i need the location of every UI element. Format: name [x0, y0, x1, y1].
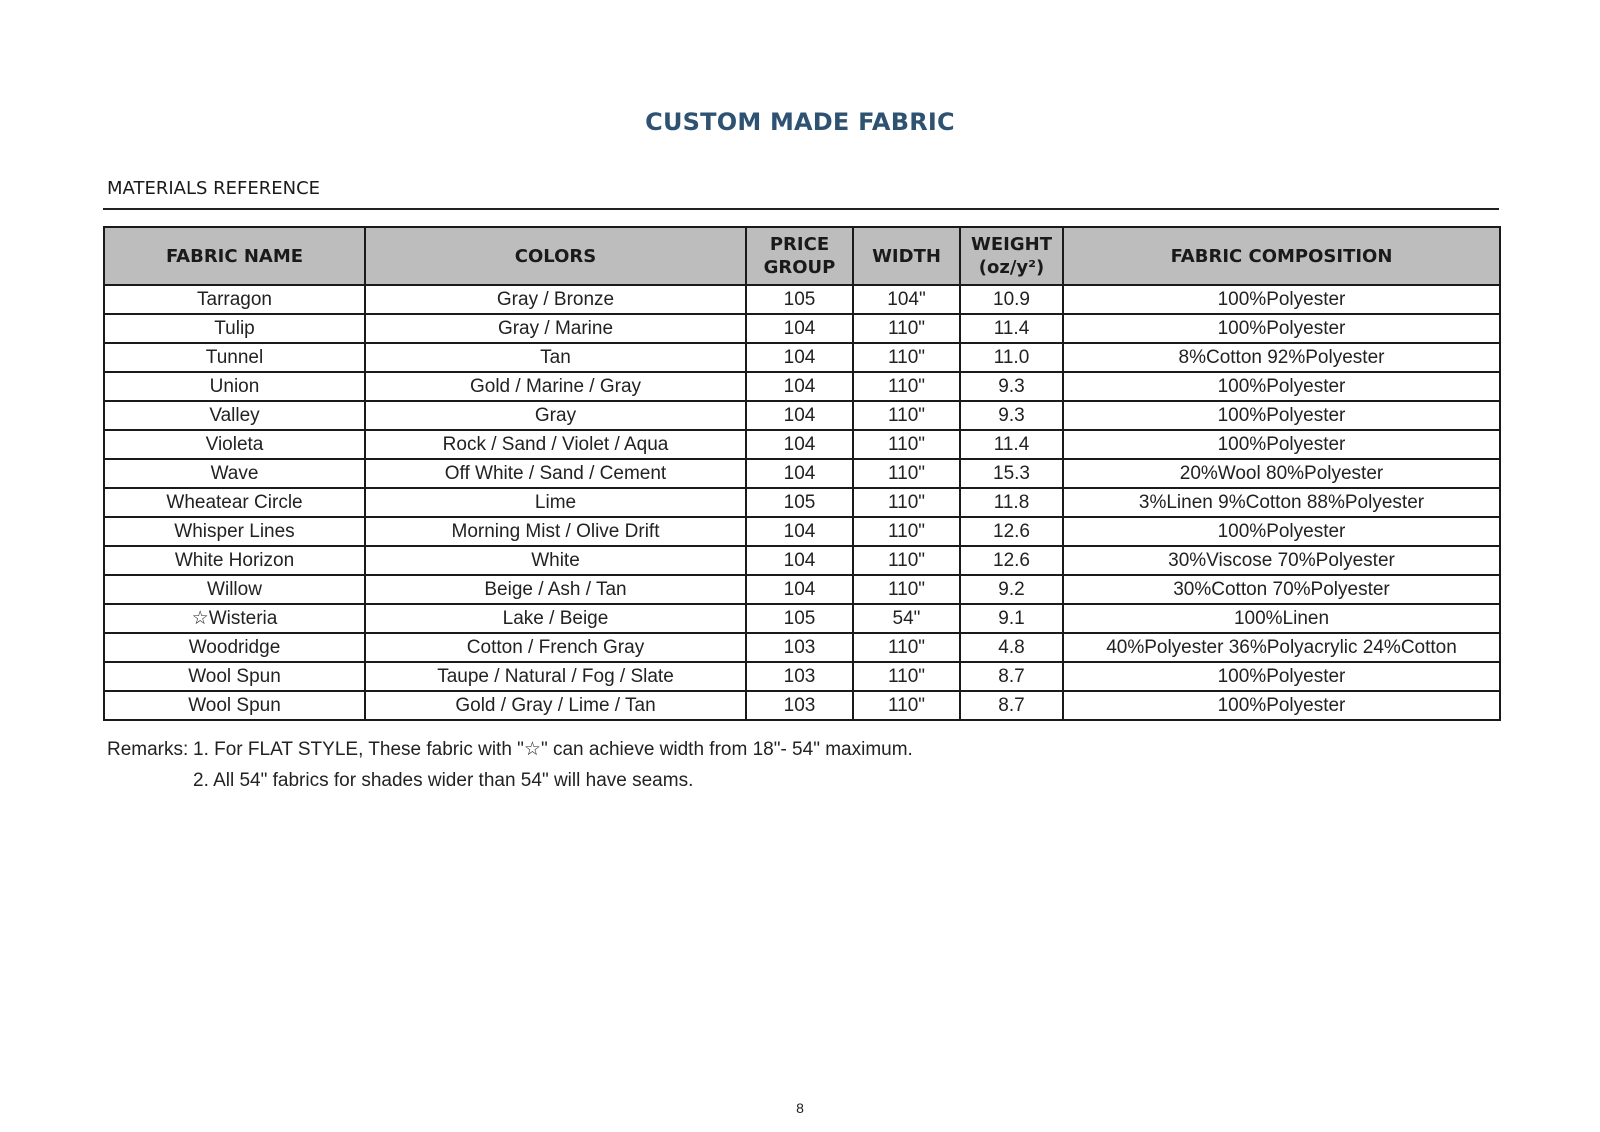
header-fabric-composition: FABRIC COMPOSITION	[1063, 227, 1500, 285]
remark-item-2: 2. All 54" fabrics for shades wider than 54" will have seams.	[193, 770, 694, 791]
page-number: 8	[796, 1100, 804, 1116]
cell-weight: 9.3	[960, 401, 1063, 430]
header-colors: COLORS	[365, 227, 746, 285]
cell-price-group: 104	[746, 314, 853, 343]
cell-fabric-name: Wheatear Circle	[104, 488, 365, 517]
header-weight-line2: (oz/y²)	[978, 257, 1045, 278]
cell-fabric-composition: 100%Linen	[1063, 604, 1500, 633]
table-header-row	[104, 227, 1500, 285]
cell-price-group: 103	[746, 691, 853, 720]
cell-fabric-name: Union	[104, 372, 365, 401]
remarks-label: Remarks:	[107, 739, 189, 760]
header-weight	[960, 227, 1063, 285]
table-row	[104, 633, 1500, 662]
cell-width: 110"	[853, 575, 960, 604]
cell-weight: 8.7	[960, 691, 1063, 720]
cell-weight: 15.3	[960, 459, 1063, 488]
cell-fabric-composition: 100%Polyester	[1063, 517, 1500, 546]
cell-fabric-name: Valley	[104, 401, 365, 430]
cell-colors: Tan	[365, 343, 746, 372]
table-row	[104, 343, 1500, 372]
cell-price-group: 104	[746, 546, 853, 575]
table-row	[104, 314, 1500, 343]
cell-fabric-composition: 30%Cotton 70%Polyester	[1063, 575, 1500, 604]
cell-fabric-name: Wool Spun	[104, 691, 365, 720]
cell-weight: 11.4	[960, 314, 1063, 343]
cell-colors: Lime	[365, 488, 746, 517]
cell-price-group: 105	[746, 604, 853, 633]
cell-width: 110"	[853, 459, 960, 488]
cell-fabric-composition: 100%Polyester	[1063, 372, 1500, 401]
cell-width: 110"	[853, 372, 960, 401]
cell-weight: 11.8	[960, 488, 1063, 517]
cell-fabric-composition: 30%Viscose 70%Polyester	[1063, 546, 1500, 575]
cell-price-group: 104	[746, 459, 853, 488]
cell-fabric-composition: 100%Polyester	[1063, 401, 1500, 430]
table-row	[104, 691, 1500, 720]
cell-width: 110"	[853, 662, 960, 691]
cell-colors: Taupe / Natural / Fog / Slate	[365, 662, 746, 691]
cell-fabric-name: Whisper Lines	[104, 517, 365, 546]
cell-width: 104"	[853, 285, 960, 314]
cell-colors: Gold / Gray / Lime / Tan	[365, 691, 746, 720]
cell-fabric-name: Woodridge	[104, 633, 365, 662]
cell-colors: Lake / Beige	[365, 604, 746, 633]
cell-fabric-name: Wave	[104, 459, 365, 488]
cell-colors: White	[365, 546, 746, 575]
cell-colors: Gray	[365, 401, 746, 430]
remark-item-1: 1. For FLAT STYLE, These fabric with "☆" can achieve width from 18"- 54" maximum.	[193, 739, 913, 760]
cell-colors: Cotton / French Gray	[365, 633, 746, 662]
cell-fabric-composition: 100%Polyester	[1063, 430, 1500, 459]
cell-fabric-name: White Horizon	[104, 546, 365, 575]
header-width: WIDTH	[853, 227, 960, 285]
cell-fabric-composition: 100%Polyester	[1063, 662, 1500, 691]
cell-price-group: 105	[746, 488, 853, 517]
remark-row-1	[107, 734, 913, 765]
table-row	[104, 575, 1500, 604]
cell-colors: Morning Mist / Olive Drift	[365, 517, 746, 546]
cell-fabric-composition: 100%Polyester	[1063, 285, 1500, 314]
cell-width: 110"	[853, 430, 960, 459]
cell-weight: 8.7	[960, 662, 1063, 691]
cell-weight: 11.4	[960, 430, 1063, 459]
cell-weight: 9.1	[960, 604, 1063, 633]
cell-fabric-composition: 100%Polyester	[1063, 314, 1500, 343]
cell-fabric-name: ☆Wisteria	[104, 604, 365, 633]
cell-fabric-composition: 100%Polyester	[1063, 691, 1500, 720]
header-weight-line1: WEIGHT	[971, 234, 1052, 255]
cell-width: 110"	[853, 401, 960, 430]
cell-fabric-name: Tarragon	[104, 285, 365, 314]
cell-weight: 9.3	[960, 372, 1063, 401]
cell-width: 110"	[853, 691, 960, 720]
table-row	[104, 488, 1500, 517]
section-divider	[103, 208, 1499, 210]
cell-fabric-composition: 40%Polyester 36%Polyacrylic 24%Cotton	[1063, 633, 1500, 662]
cell-colors: Off White / Sand / Cement	[365, 459, 746, 488]
cell-weight: 4.8	[960, 633, 1063, 662]
cell-fabric-name: Violeta	[104, 430, 365, 459]
cell-weight: 10.9	[960, 285, 1063, 314]
remarks	[107, 734, 913, 796]
cell-weight: 11.0	[960, 343, 1063, 372]
cell-price-group: 104	[746, 343, 853, 372]
cell-colors: Rock / Sand / Violet / Aqua	[365, 430, 746, 459]
cell-colors: Gold / Marine / Gray	[365, 372, 746, 401]
header-fabric-name: FABRIC NAME	[104, 227, 365, 285]
table-row	[104, 517, 1500, 546]
table-row	[104, 285, 1500, 314]
cell-colors: Gray / Marine	[365, 314, 746, 343]
section-heading: MATERIALS REFERENCE	[107, 178, 321, 199]
cell-fabric-composition: 20%Wool 80%Polyester	[1063, 459, 1500, 488]
table-row	[104, 546, 1500, 575]
cell-fabric-composition: 8%Cotton 92%Polyester	[1063, 343, 1500, 372]
cell-width: 110"	[853, 488, 960, 517]
cell-price-group: 105	[746, 285, 853, 314]
cell-price-group: 104	[746, 517, 853, 546]
table-row	[104, 459, 1500, 488]
cell-width: 110"	[853, 517, 960, 546]
cell-price-group: 104	[746, 372, 853, 401]
cell-width: 54"	[853, 604, 960, 633]
cell-width: 110"	[853, 343, 960, 372]
cell-weight: 12.6	[960, 517, 1063, 546]
table-body	[104, 285, 1500, 720]
cell-price-group: 104	[746, 401, 853, 430]
cell-weight: 12.6	[960, 546, 1063, 575]
header-price-group-line1: PRICE	[769, 234, 830, 255]
header-price-group	[746, 227, 853, 285]
table-row	[104, 662, 1500, 691]
cell-colors: Beige / Ash / Tan	[365, 575, 746, 604]
cell-price-group: 103	[746, 633, 853, 662]
table-row	[104, 372, 1500, 401]
cell-fabric-name: Tulip	[104, 314, 365, 343]
cell-fabric-name: Tunnel	[104, 343, 365, 372]
cell-price-group: 104	[746, 575, 853, 604]
cell-fabric-name: Willow	[104, 575, 365, 604]
cell-width: 110"	[853, 314, 960, 343]
cell-width: 110"	[853, 633, 960, 662]
cell-weight: 9.2	[960, 575, 1063, 604]
cell-price-group: 103	[746, 662, 853, 691]
cell-colors: Gray / Bronze	[365, 285, 746, 314]
remark-row-2	[107, 765, 913, 796]
table-row	[104, 430, 1500, 459]
page-title: CUSTOM MADE FABRIC	[645, 108, 955, 136]
table-row	[104, 401, 1500, 430]
cell-width: 110"	[853, 546, 960, 575]
cell-price-group: 104	[746, 430, 853, 459]
materials-table	[103, 226, 1501, 721]
table-row	[104, 604, 1500, 633]
cell-fabric-name: Wool Spun	[104, 662, 365, 691]
cell-fabric-composition: 3%Linen 9%Cotton 88%Polyester	[1063, 488, 1500, 517]
header-price-group-line2: GROUP	[763, 257, 836, 278]
